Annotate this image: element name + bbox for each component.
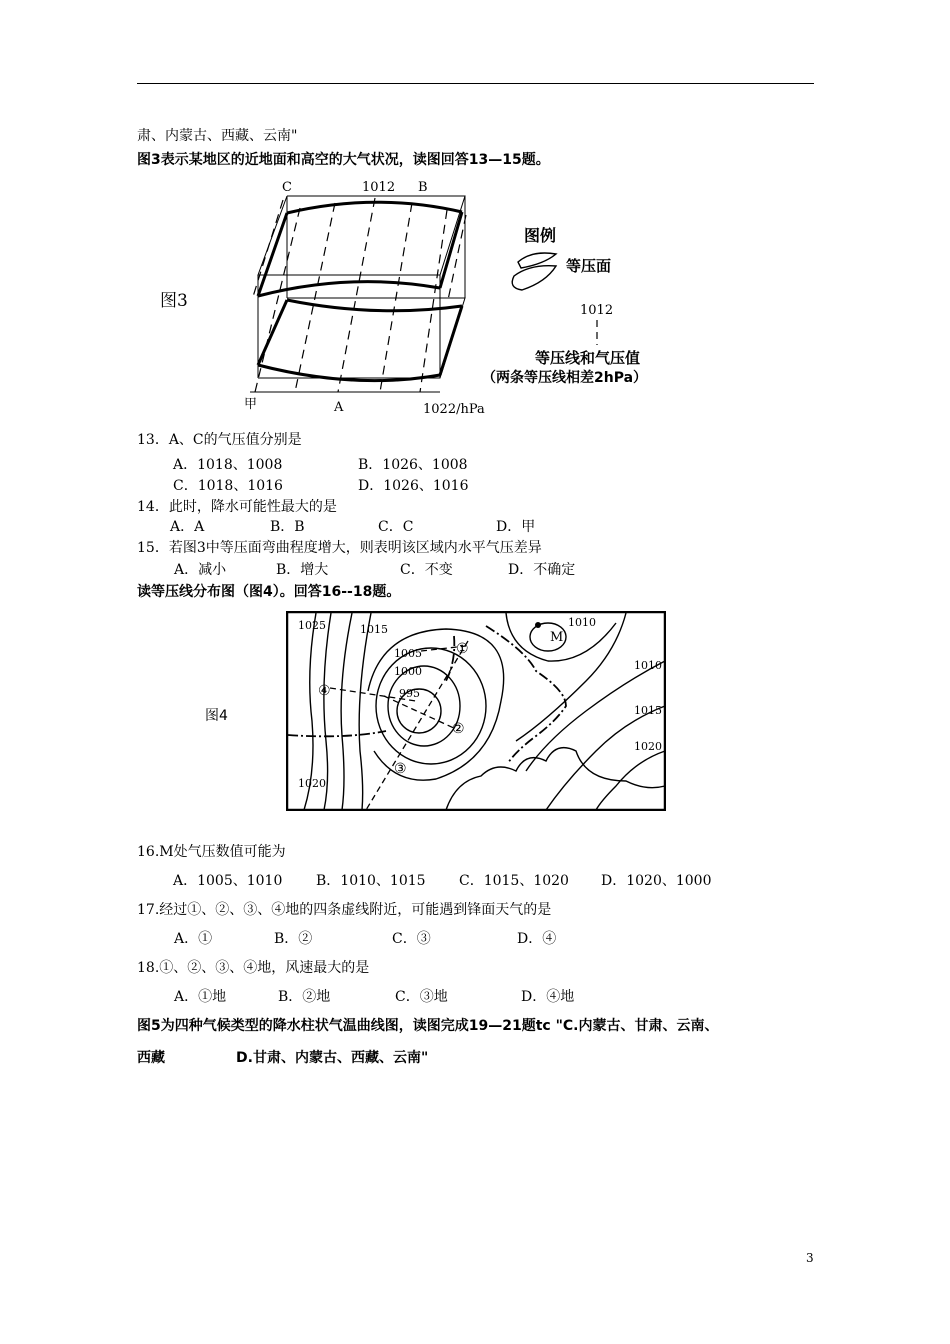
fig4-intro: 读等压线分布图（图4）。回答16--18题。: [137, 584, 401, 600]
q16-option: C．1015、1020: [459, 873, 569, 889]
isobar-label: 1010: [568, 616, 596, 629]
q17-stem: 17.经过①、②、③、④地的四条虚线附近，可能遇到锋面天气的是: [137, 902, 552, 918]
legend-title: 图例: [524, 226, 557, 245]
q13-option: C．1018、1016: [173, 478, 283, 494]
q14-option: C．C: [378, 519, 414, 535]
q14-option: B．B: [270, 519, 305, 535]
isobar-label: 1015: [634, 704, 662, 717]
q18-option: A．①地: [174, 989, 227, 1005]
fig3-top-value: 1012: [362, 180, 396, 195]
q16-stem: 16.M处气压数值可能为: [137, 844, 286, 860]
q16-option: A．1005、1010: [173, 873, 283, 889]
fig3-intro: 图3表示某地区的近地面和高空的大气状况，读图回答13—15题。: [137, 152, 550, 168]
q15-stem: 15．若图3中等压面弯曲程度增大，则表明该区域内水平气压差异: [137, 540, 542, 556]
legend-line: 等压线和气压值: [535, 349, 641, 367]
q14-option: D．甲: [496, 519, 536, 535]
q15-option: D．不确定: [508, 562, 576, 578]
q14-option: A．A: [170, 519, 205, 535]
fig5-intro: 图5为四种气候类型的降水柱状气温曲线图，读图完成19—21题tc "C.内蒙古、甘肃、云南、: [137, 1018, 719, 1034]
isobar-label: 1010: [634, 659, 662, 672]
fig3-label: 图3: [160, 291, 188, 311]
isobar-label: 1020: [634, 740, 662, 753]
legend-note: （两条等压线相差2hPa）: [482, 370, 648, 386]
q13-option: D．1026、1016: [358, 478, 469, 494]
q18-option: B．②地: [278, 989, 331, 1005]
q13-stem: 13．A、C的气压值分别是: [137, 432, 302, 448]
q18-stem: 18.①、②、③、④地，风速最大的是: [137, 960, 370, 976]
q16-option: B．1010、1015: [316, 873, 426, 889]
q17-option: C．③: [392, 931, 431, 947]
carryover-text: 肃、内蒙古、西藏、云南": [137, 128, 298, 144]
fig3-label-c: C: [282, 180, 292, 195]
fig3-label-jia: 甲: [244, 397, 258, 412]
q15-option: A．减小: [174, 562, 227, 578]
isobar-label: 1020: [298, 777, 326, 790]
fig5-intro-cont-b: D.甘肃、内蒙古、西藏、云南": [236, 1050, 429, 1066]
page-number: 3: [806, 1251, 814, 1265]
isobar-label: 1005: [394, 647, 422, 660]
figure-3: [0, 0, 950, 420]
q14-stem: 14．此时，降水可能性最大的是: [137, 499, 337, 515]
isobaric-surface-icon: [512, 253, 556, 290]
site-4: ④: [318, 683, 331, 699]
isobar-label: 1025: [298, 619, 326, 632]
q15-option: B．增大: [276, 562, 329, 578]
fig5-intro-cont-a: 西藏: [137, 1050, 165, 1066]
q13-option: B．1026、1008: [358, 457, 468, 473]
point-m: M: [550, 630, 564, 645]
fig3-bottom-value: 1022/hPa: [423, 402, 485, 417]
isobar-label: 1015: [360, 623, 388, 636]
fig4-label: 图4: [205, 708, 228, 724]
q13-option: A．1018、1008: [173, 457, 283, 473]
site-2: ②: [452, 721, 465, 737]
site-1: ①: [456, 641, 469, 657]
fig3-label-b: B: [418, 180, 428, 195]
legend-value: 1012: [580, 303, 614, 318]
q17-option: B．②: [274, 931, 313, 947]
isobar-label: 995: [399, 687, 420, 700]
q18-option: C．③地: [395, 989, 448, 1005]
fig3-label-a: A: [334, 400, 344, 415]
q17-option: D．④: [517, 931, 557, 947]
q17-option: A．①: [174, 931, 213, 947]
isobar-label: 1000: [394, 665, 422, 678]
legend-surface: 等压面: [566, 257, 612, 275]
q15-option: C．不变: [400, 562, 453, 578]
q18-option: D．④地: [521, 989, 575, 1005]
figure-4: [286, 611, 666, 811]
q16-option: D．1020、1000: [601, 873, 712, 889]
site-3: ③: [394, 761, 407, 777]
